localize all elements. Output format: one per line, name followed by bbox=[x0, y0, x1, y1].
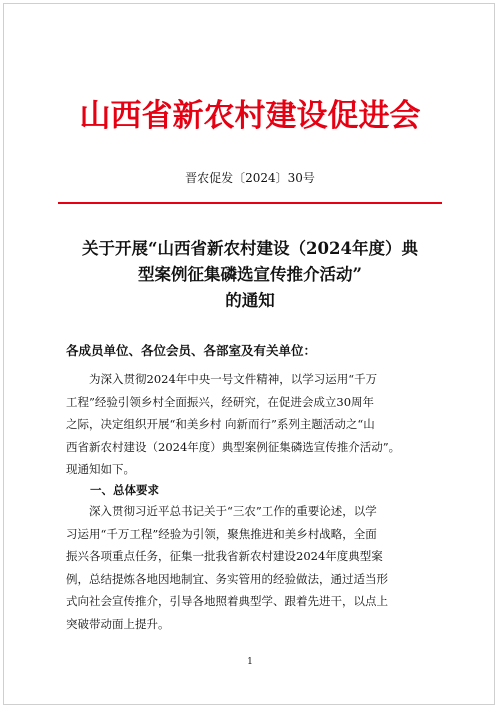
page-number: 1 bbox=[247, 657, 253, 667]
section1-line-5: 式向社会宣传推介，引导各地照着典型学、跟着先进干，以点上 bbox=[66, 594, 388, 608]
intro-paragraph bbox=[66, 368, 436, 481]
title-line-1: 关于开展“山西省新农村建设（2024年度）典 bbox=[82, 239, 418, 258]
intro-line-5: 现通知如下。 bbox=[66, 462, 135, 476]
document-number: 晋农促发〔2024〕30号 bbox=[185, 171, 315, 185]
org-name-header: 山西省新农村建设促进会 bbox=[79, 98, 421, 134]
section1-line-3: 振兴各项重点任务，征集一批我省新农村建设2024年度典型案 bbox=[66, 549, 383, 563]
intro-line-2: 工程”经验引领乡村全面振兴，经研究，在促进会成立30周年 bbox=[66, 394, 375, 409]
section1-line-2: 习运用“千万工程”经验为引领，聚焦推进和美乡村战略，全面 bbox=[66, 526, 377, 541]
title-line-3: 的通知 bbox=[225, 291, 275, 310]
document-title bbox=[60, 236, 440, 314]
section1-line-1: 深入贯彻习近平总书记关于“三农”工作的重要论述，以学 bbox=[89, 504, 377, 518]
recipients-line: 各成员单位、各位会员、各部室及有关单位： bbox=[66, 343, 317, 358]
section1-line-6: 突破带动面上提升。 bbox=[66, 616, 170, 631]
intro-line-4: 西省新农村建设（2024年度）典型案例征集磷选宣传推介活动”。 bbox=[66, 439, 401, 454]
section-heading-general-requirements: 一、总体要求 bbox=[90, 483, 159, 497]
intro-line-1: 为深入贯彻2024年中央一号文件精神，以学习运用“千万 bbox=[89, 372, 378, 386]
section1-line-4: 例，总结提炼各地因地制宜、务实管用的经验做法，通过适当形 bbox=[66, 571, 388, 586]
intro-line-3: 之际，决定组织开展“和美乡村 向新而行”系列主题活动之“山 bbox=[66, 417, 375, 431]
red-divider-line bbox=[58, 202, 442, 204]
title-line-2: 型案例征集磷选宣传推介活动” bbox=[138, 265, 362, 284]
section1-paragraph bbox=[66, 500, 436, 635]
